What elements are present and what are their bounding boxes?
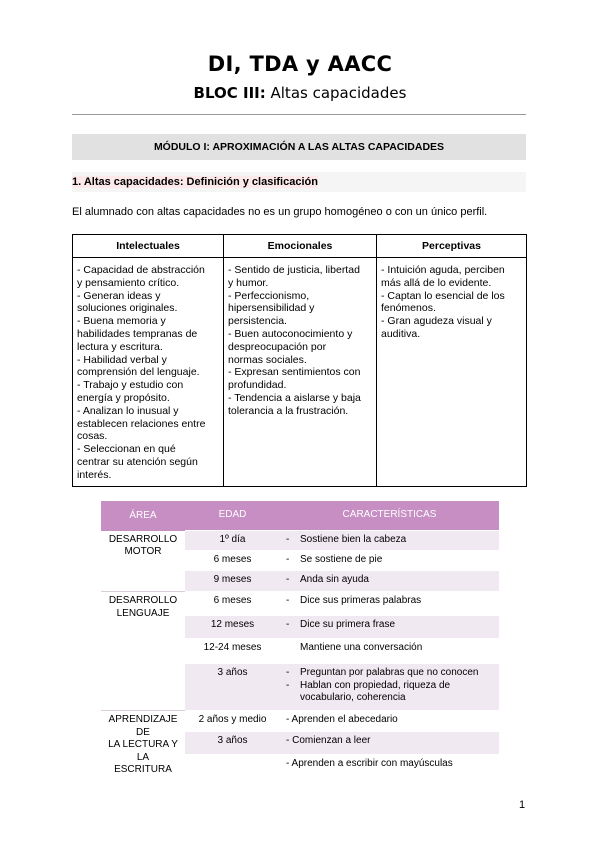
dev-age-cell: 9 meses bbox=[185, 571, 280, 592]
dev-characteristics-cell bbox=[280, 639, 499, 664]
dev-header-caracteristicas: CARACTERÍSTICAS bbox=[280, 501, 499, 531]
intro-paragraph: El alumnado con altas capacidades no es un grupo homogéneo o con un único perfil. bbox=[72, 206, 488, 218]
bullet-dash: - bbox=[286, 679, 290, 691]
characteristic-item bbox=[286, 534, 495, 547]
characteristic-text: - Aprenden a escribir con mayúsculas bbox=[286, 758, 453, 770]
page-number: 1 bbox=[519, 799, 526, 811]
profiles-header-intelectuales: Intelectuales bbox=[73, 235, 224, 258]
profiles-header-emocionales: Emocionales bbox=[224, 235, 377, 258]
dev-header-area: ÁREA bbox=[101, 501, 185, 531]
table-row bbox=[101, 592, 499, 616]
bullet-dash: - bbox=[286, 554, 290, 565]
cell-text: - Intuición aguda, perciben más allá de lo evidente. - Captan lo esencial de los fenómenos. - Gran agudeza visual y auditiva. bbox=[381, 264, 505, 340]
characteristic-item bbox=[286, 619, 495, 632]
characteristic-item bbox=[286, 680, 495, 705]
dev-age-cell: 1º día bbox=[185, 531, 280, 551]
profiles-cell-perceptivas bbox=[377, 258, 527, 487]
characteristic-text: Se sostiene de pie bbox=[300, 554, 383, 565]
cell-text: - Capacidad de abstracción y pensamiento crítico. - Generan ideas y soluciones originales. - Buena memoria y habilidades tempranas de lectura y escritura. - Habilidad verbal y comprensión del lenguaje. - Trabajo y estudio con energía y propósito. - Analizan lo inusual y establecen relaciones entre cosas. - Seleccionan en qué centrar su atención según interés. bbox=[77, 264, 206, 481]
profiles-cell-emocionales bbox=[224, 258, 377, 487]
characteristic-item bbox=[286, 554, 495, 567]
characteristic-text: - Comienzan a leer bbox=[286, 735, 371, 747]
bullet-dash: - bbox=[286, 534, 290, 545]
development-table bbox=[101, 501, 499, 777]
dev-age-cell: 12 meses bbox=[185, 616, 280, 639]
characteristic-text: Anda sin ayuda bbox=[300, 574, 369, 585]
dev-age-cell: 6 meses bbox=[185, 551, 280, 571]
dev-characteristics-cell bbox=[280, 592, 499, 616]
dev-characteristics-cell bbox=[280, 531, 499, 551]
document-subtitle bbox=[0, 84, 600, 102]
dev-area-cell: DESARROLLO MOTOR bbox=[108, 533, 178, 557]
dev-characteristics-cell bbox=[280, 732, 499, 755]
characteristic-text: Dice sus primeras palabras bbox=[300, 595, 422, 606]
section-heading-text: 1. Altas capacidades: Definición y clasificación bbox=[72, 176, 318, 188]
dev-characteristics-cell bbox=[280, 711, 499, 732]
dev-age-cell: 3 años bbox=[185, 664, 280, 711]
profiles-table bbox=[72, 234, 527, 487]
dev-age-cell: 6 meses bbox=[185, 592, 280, 616]
dev-characteristics-cell bbox=[280, 755, 499, 777]
characteristic-text: Preguntan por palabras que no conocen bbox=[300, 667, 479, 678]
bullet-dash: - bbox=[286, 595, 290, 606]
dev-age-cell: 2 años y medio bbox=[185, 711, 280, 732]
table-row bbox=[101, 531, 499, 551]
profiles-header-perceptivas: Perceptivas bbox=[377, 235, 527, 258]
characteristic-text: Sostiene bien la cabeza bbox=[300, 534, 407, 545]
subtitle-text: Altas capacidades bbox=[265, 84, 407, 102]
profiles-cell-intelectuales bbox=[73, 258, 224, 487]
characteristic-item bbox=[286, 574, 495, 587]
dev-age-cell: 3 años bbox=[185, 732, 280, 755]
development-table-body bbox=[101, 531, 499, 777]
bullet-dash: - bbox=[286, 619, 290, 630]
bullet-dash: - bbox=[286, 667, 290, 678]
dev-area-cell: DESARROLLO LENGUAJE bbox=[101, 592, 185, 711]
characteristic-text: - Aprenden el abecedario bbox=[286, 714, 398, 725]
cell-text: - Sentido de justicia, libertad y humor. - Perfeccionismo, hipersensibilidad y persistencia. - Buen autoconocimiento y despreocupación por normas sociales. - Expresan sentimientos con profundidad. - Tendencia a aislarse y baja tolerancia a la frustración. bbox=[228, 264, 361, 417]
table-row bbox=[101, 711, 499, 732]
header-divider bbox=[72, 114, 526, 115]
subtitle-bloc: BLOC III: bbox=[193, 84, 266, 102]
dev-characteristics-cell bbox=[280, 664, 499, 711]
module-heading: MÓDULO I: APROXIMACIÓN A LAS ALTAS CAPACIDADES bbox=[72, 134, 526, 160]
dev-characteristics-cell bbox=[280, 571, 499, 592]
dev-characteristics-cell bbox=[280, 551, 499, 571]
section-heading bbox=[72, 172, 526, 192]
dev-characteristics-cell bbox=[280, 616, 499, 639]
characteristic-item bbox=[286, 667, 495, 680]
bullet-dash: - bbox=[286, 574, 290, 585]
document-title: DI, TDA y AACC bbox=[207, 52, 393, 76]
characteristic-text: Mantiene una conversación bbox=[300, 642, 423, 653]
characteristic-text: Hablan con propiedad, riqueza de vocabulario, coherencia bbox=[300, 679, 451, 703]
dev-area-cell: APRENDIZAJE DE LA LECTURA Y LA ESCRITURA bbox=[101, 711, 185, 777]
dev-header-edad: EDAD bbox=[185, 501, 280, 531]
dev-age-cell: 12-24 meses bbox=[185, 639, 280, 664]
dev-age-cell bbox=[185, 755, 280, 777]
characteristic-item bbox=[286, 595, 495, 608]
characteristic-text: Dice su primera frase bbox=[300, 619, 396, 630]
